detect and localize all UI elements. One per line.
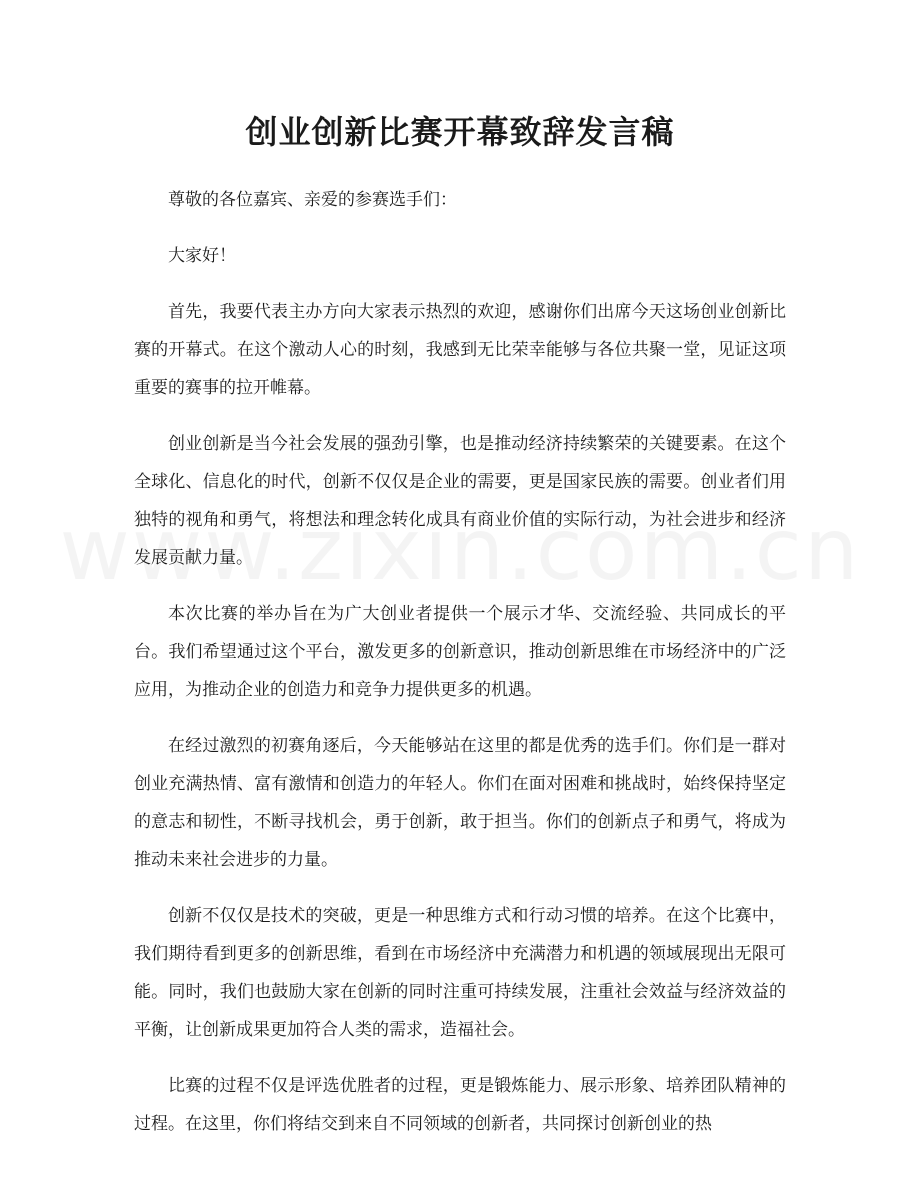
paragraph-welcome: 首先，我要代表主办方向大家表示热烈的欢迎，感谢你们出席今天这场创业创新比赛的开幕式。在这个激动人心的时刻，我感到无比荣幸能够与各位共聚一堂，见证这项重要的赛事的拉开帷幕。 bbox=[134, 302, 786, 398]
greeting: 大家好！ bbox=[168, 246, 236, 266]
document-title: 创业创新比赛开幕致辞发言稿 bbox=[245, 113, 675, 151]
paragraph-contestants: 在经过激烈的初赛角逐后，今天能够站在这里的都是优秀的选手们。你们是一群对创业充满热情、富有激情和创造力的年轻人。你们在面对困难和挑战时，始终保持坚定的意志和韧性，不断寻找机会，勇于创新，敢于担当。你们的创新点子和勇气，将成为推动未来社会进步的力量。 bbox=[134, 736, 786, 870]
paragraph-competition-process: 比赛的过程不仅是评选优胜者的过程，更是锻炼能力、展示形象、培养团队精神的过程。在这里，你们将结交到来自不同领域的创新者，共同探讨创新创业的热 bbox=[134, 1076, 786, 1134]
salutation: 尊敬的各位嘉宾、亲爱的参赛选手们： bbox=[168, 190, 457, 210]
paragraph-competition-purpose: 本次比赛的举办旨在为广大创业者提供一个展示才华、交流经验、共同成长的平台。我们希望通过这个平台，激发更多的创新意识，推动创新思维在市场经济中的广泛应用，为推动企业的创造力和竞争力提供更多的机遇。 bbox=[134, 604, 786, 700]
paragraph-innovation-engine: 创业创新是当今社会发展的强劲引擎，也是推动经济持续繁荣的关键要素。在这个全球化、信息化的时代，创新不仅仅是企业的需要，更是国家民族的需要。创业者们用独特的视角和勇气，将想法和理念转化成具有商业价值的实际行动，为社会进步和经济发展贡献力量。 bbox=[134, 434, 786, 568]
document-body bbox=[134, 181, 786, 1161]
paragraph-innovation-mindset: 创新不仅仅是技术的突破，更是一种思维方式和行动习惯的培养。在这个比赛中，我们期待看到更多的创新思维，看到在市场经济中充满潜力和机遇的领域展现出无限可能。同时，我们也鼓励大家在创新的同时注重可持续发展，注重社会效益与经济效益的平衡，让创新成果更加符合人类的需求，造福社会。 bbox=[134, 906, 786, 1040]
